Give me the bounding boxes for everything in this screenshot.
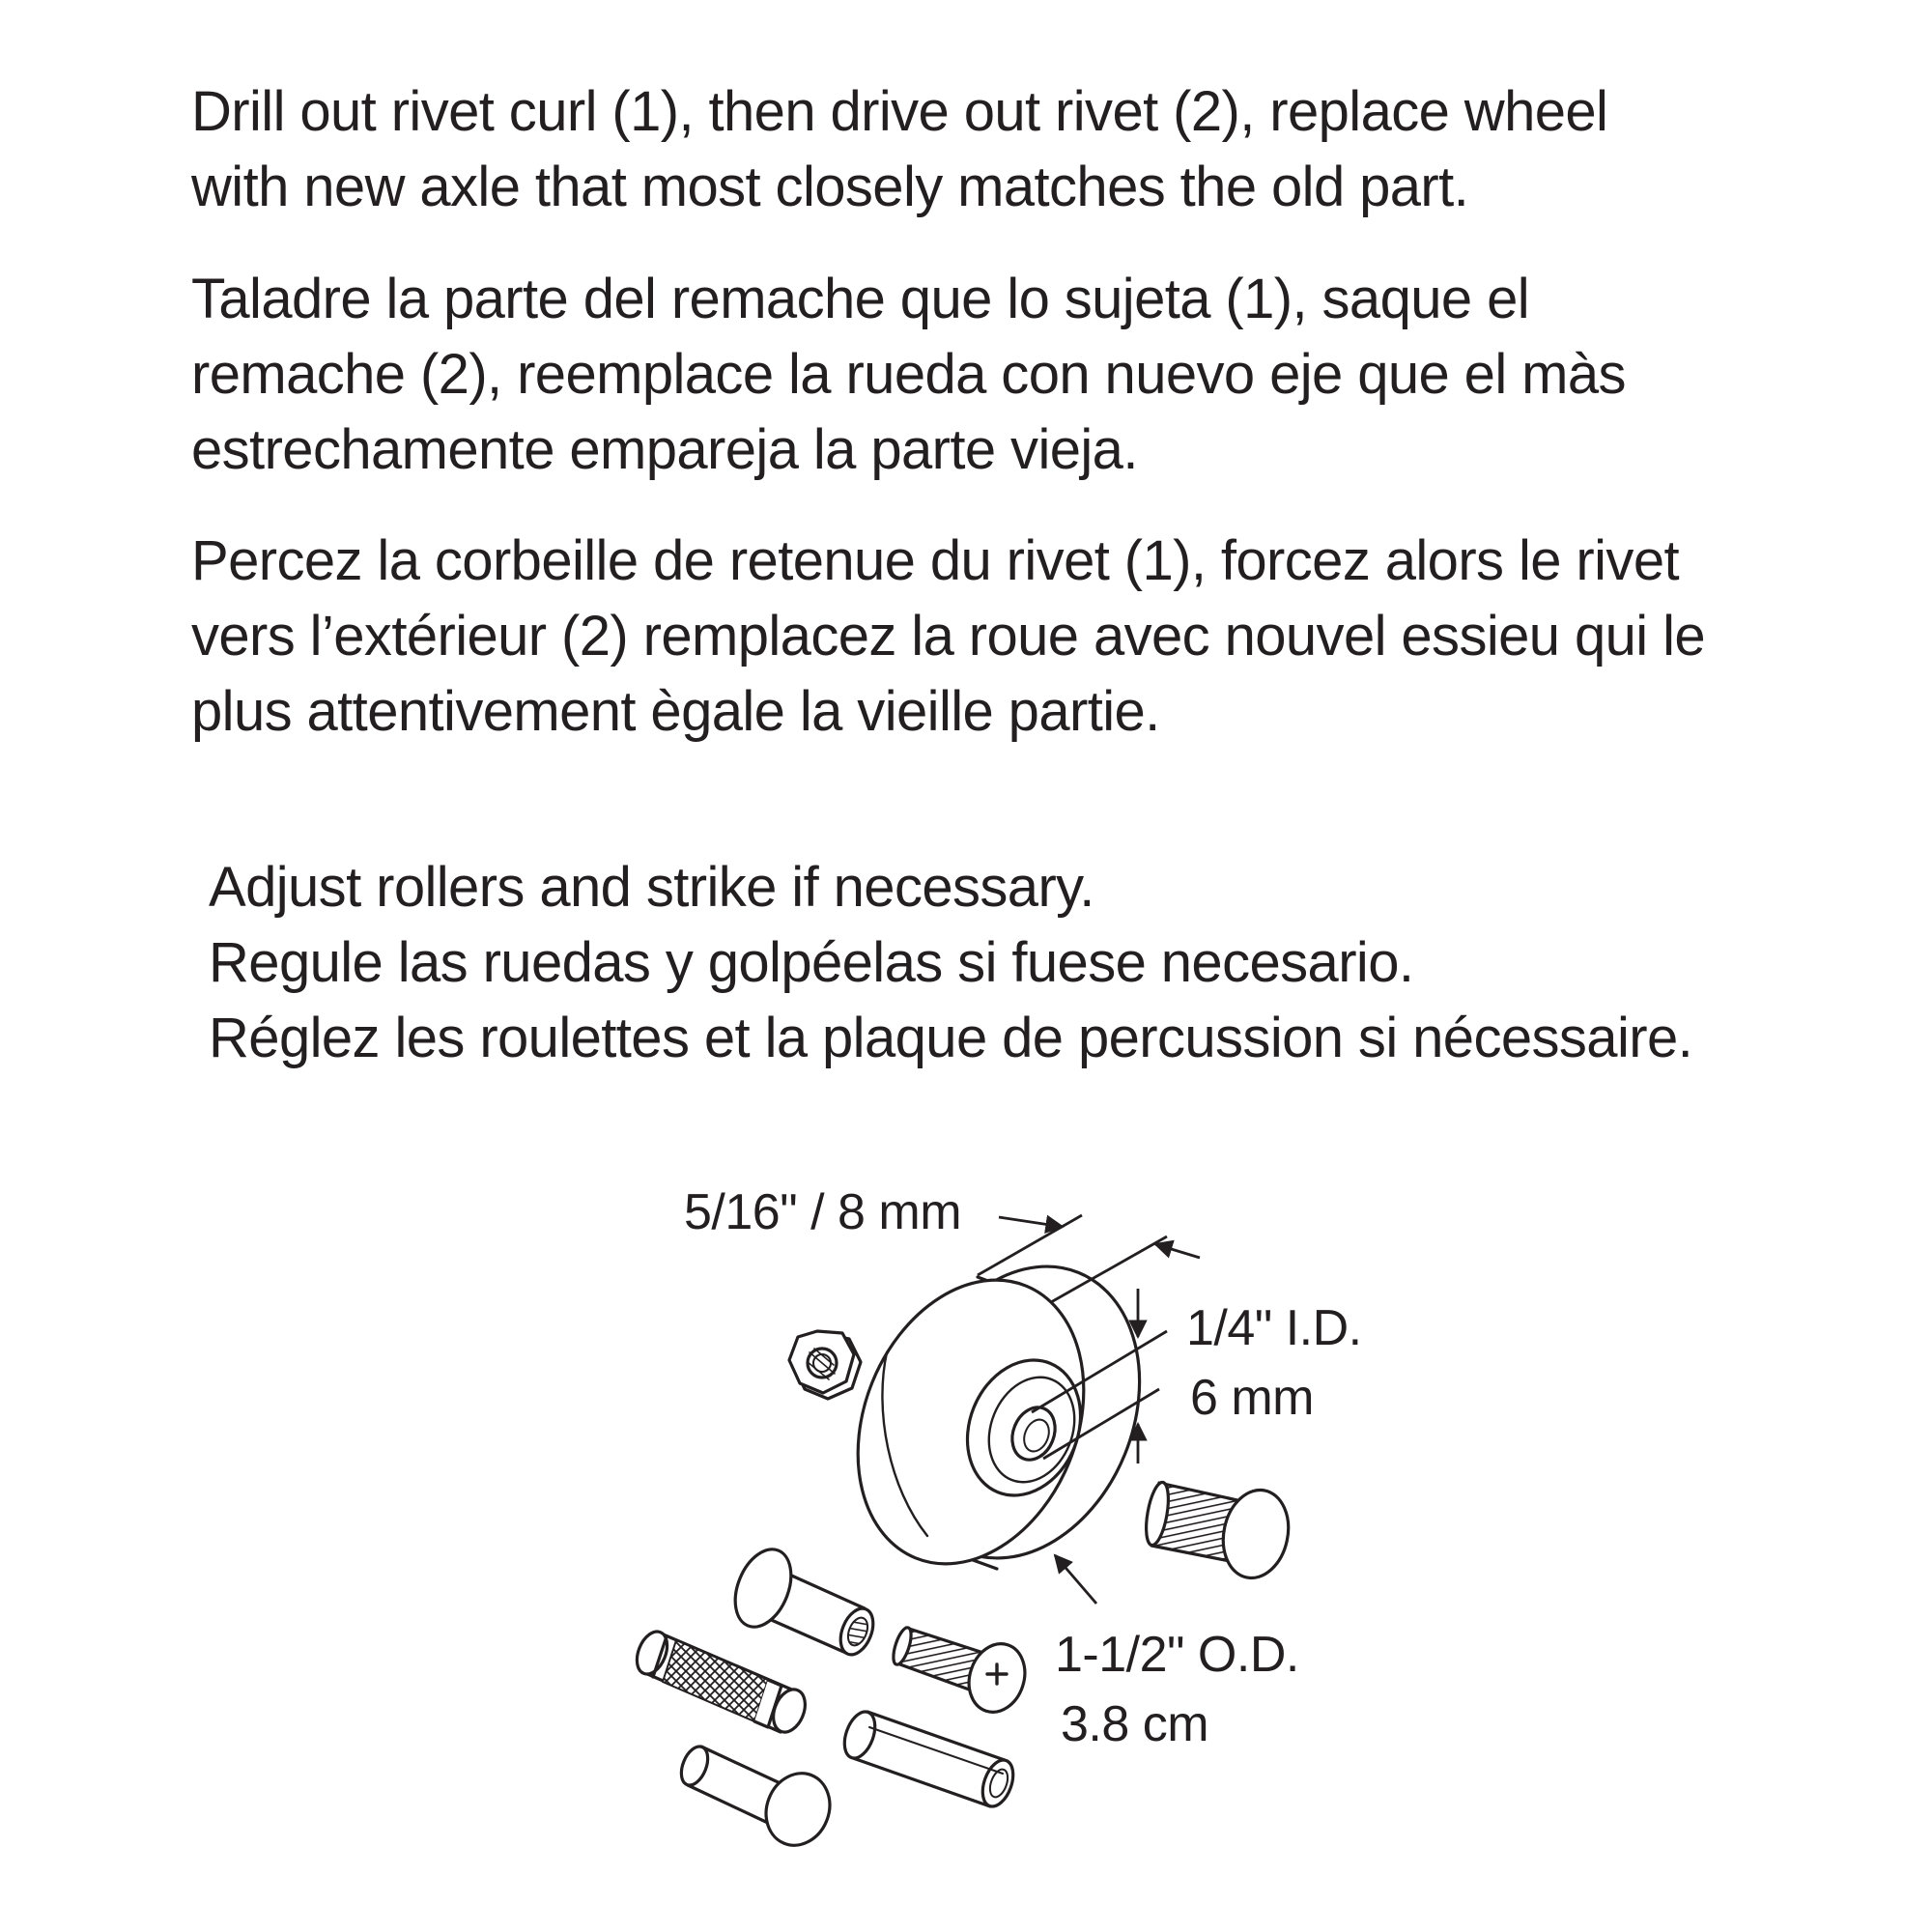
instructions-english-line-1: Drill out rivet curl (1), then drive out rivet (2), replace wheel <box>191 80 1608 143</box>
width-arrow-right <box>1155 1244 1200 1258</box>
instructions-spanish-line-1: Taladre la parte del remache que lo sujeta (1), saque el <box>191 268 1530 330</box>
instructions-spanish-line-2: remache (2), reemplace la rueda con nuevo eje que el màs <box>191 343 1626 406</box>
rivet <box>676 1743 840 1855</box>
adjust-note-english: Adjust rollers and strike if necessary. <box>209 856 1094 919</box>
instructions-french <box>191 524 1833 750</box>
instructions-french-line-2: vers l’extérieur (2) remplacez la roue avec nouvel essieu qui le <box>191 605 1706 668</box>
hex-nut <box>789 1331 861 1399</box>
instructions-english <box>191 74 1833 225</box>
roller-parts-diagram <box>0 1150 1932 1932</box>
adjust-note-french: Réglez les roulettes et la plaque de percussion si nécessaire. <box>209 1007 1693 1069</box>
width-dimension-label: 5/16" / 8 mm <box>684 1184 962 1240</box>
instructions-spanish <box>191 262 1833 488</box>
outer-diameter-metric-label: 3.8 cm <box>1061 1696 1209 1752</box>
inner-diameter-imperial-label: 1/4" I.D. <box>1186 1300 1362 1356</box>
width-arrow-left <box>999 1217 1063 1227</box>
roller-wheel <box>817 1231 1181 1598</box>
threaded-axle-bolt <box>1142 1481 1295 1584</box>
width-extension-left <box>978 1215 1082 1275</box>
knurled-pin <box>631 1627 810 1737</box>
instructions-spanish-line-3: estrechamente empareja la parte vieja. <box>191 418 1138 481</box>
od-arrow <box>1055 1555 1096 1604</box>
split-tube <box>838 1708 1018 1811</box>
outer-diameter-imperial-label: 1-1/2" O.D. <box>1055 1627 1299 1683</box>
phillips-screw <box>890 1626 1034 1719</box>
instructions-english-line-2: with new axle that most closely matches the old part. <box>191 156 1469 218</box>
instructions-french-line-1: Percez la corbeille de retenue du rivet (1), forcez alors le rivet <box>191 529 1679 592</box>
adjust-note <box>209 850 1851 1076</box>
barrel-sleeve <box>724 1541 879 1659</box>
adjust-note-spanish: Regule las ruedas y golpéelas si fuese necesario. <box>209 931 1414 994</box>
inner-diameter-metric-label: 6 mm <box>1190 1370 1314 1426</box>
instructions-french-line-3: plus attentivement ègale la vieille partie. <box>191 680 1160 743</box>
